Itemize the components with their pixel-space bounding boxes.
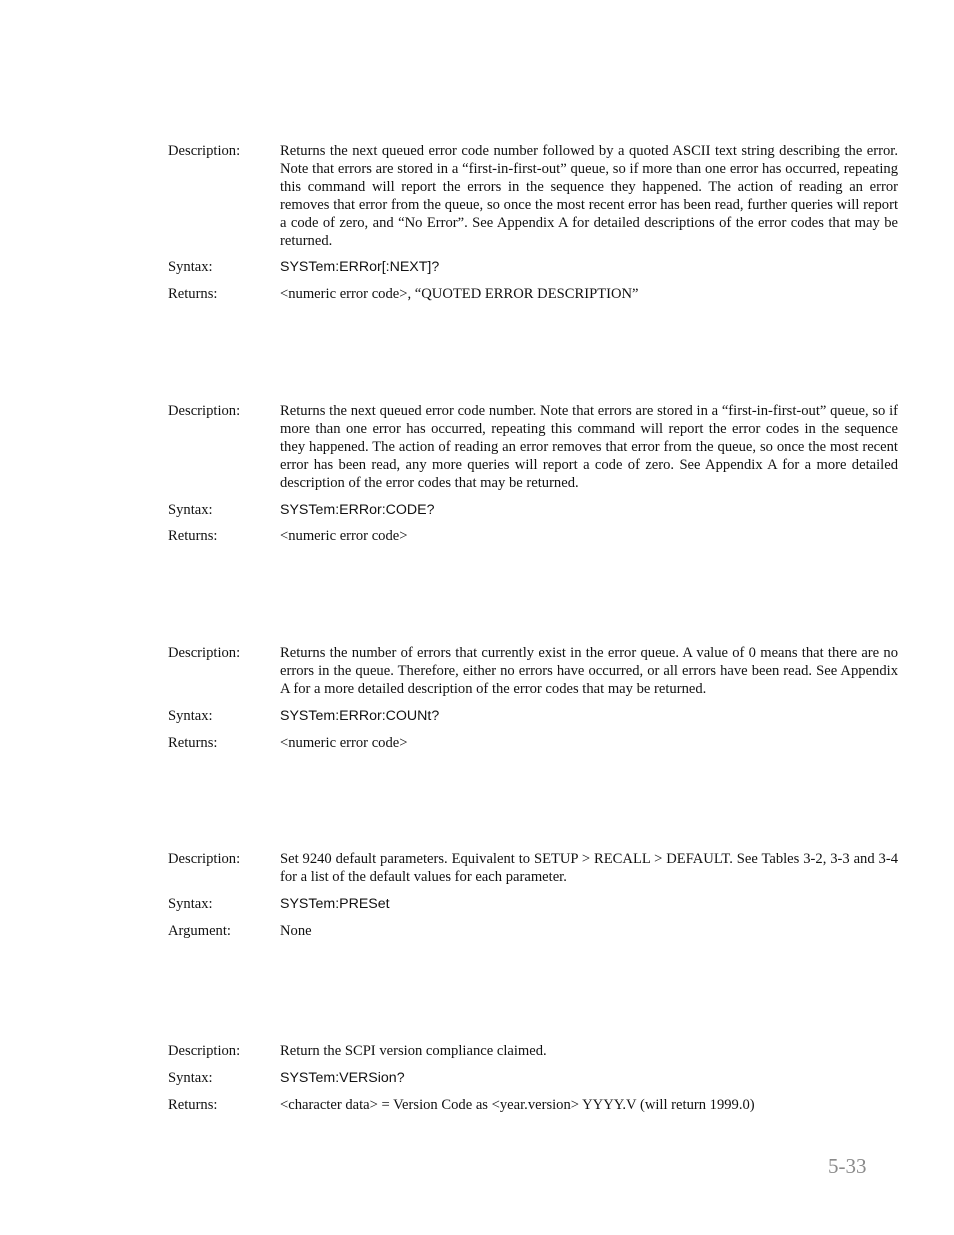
description-row [168,402,898,492]
returns-label: Returns: [168,286,218,302]
description-text: Set 9240 default parameters. Equivalent to SETUP > RECALL > DEFAULT. See Tables 3-2, 3-3 and 3-4 for a list of the default values for each parameter. [280,851,898,885]
syntax-row [168,895,898,913]
returns-row [168,734,898,752]
returns-label: Returns: [168,735,218,751]
syntax-row [168,258,898,276]
description-row [168,644,898,698]
syntax-row [168,1069,898,1087]
description-text: Return the SCPI version compliance claimed. [280,1043,547,1059]
description-label: Description: [168,143,241,159]
syntax-label: Syntax: [168,708,213,724]
syntax-row [168,501,898,519]
description-label: Description: [168,1043,241,1059]
syntax-command: SYSTem:ERRor:COUNt? [280,708,440,724]
returns-value: <character data> = Version Code as <year.version> YYYY.V (will return 1999.0) [280,1097,755,1113]
description-row [168,850,898,886]
syntax-label: Syntax: [168,502,213,518]
returns-row [168,1096,898,1114]
description-row [168,142,898,250]
syntax-command: SYSTem:VERSion? [280,1070,405,1086]
returns-label: Returns: [168,1097,218,1113]
syntax-label: Syntax: [168,896,213,912]
syntax-command: SYSTem:ERRor:CODE? [280,502,435,518]
argument-row [168,922,898,940]
description-label: Description: [168,645,241,661]
page-number: 5-33 [828,1154,867,1178]
returns-row [168,527,898,545]
description-row [168,1042,898,1060]
returns-value: <numeric error code> [280,528,408,544]
returns-row [168,285,898,303]
returns-value: <numeric error code> [280,735,408,751]
syntax-row [168,707,898,725]
syntax-label: Syntax: [168,1070,213,1086]
syntax-command: SYSTem:ERRor[:NEXT]? [280,259,440,275]
syntax-command: SYSTem:PRESet [280,896,390,912]
argument-label: Argument: [168,923,231,939]
description-text: Returns the next queued error code number followed by a quoted ASCII text string describing the error. Note that errors are stored in a “first-in-first-out” queue, so if more than one error has occurred, repeating this command will report the errors in the sequence they happened. The action of reading an error removes that error from the queue, so once the most recent error has been read, further queries will report a code of zero, and “No Error”. See Appendix A for detailed descriptions of the error codes that may be returned. [280,143,898,249]
description-text: Returns the number of errors that currently exist in the error queue. A value of 0 means that there are no errors in the queue. Therefore, either no errors have occurred, or all errors have been read. See Appendix A for a more detailed description of the error codes that may be returned. [280,645,898,697]
syntax-label: Syntax: [168,259,213,275]
returns-label: Returns: [168,528,218,544]
returns-value: <numeric error code>, “QUOTED ERROR DESCRIPTION” [280,286,639,302]
description-label: Description: [168,403,241,419]
description-label: Description: [168,851,241,867]
description-text: Returns the next queued error code number. Note that errors are stored in a “first-in-first-out” queue, so if more than one error has occurred, repeating this command will report the error codes in the sequence they happened. The action of reading an error removes that error from the queue, so once the most recent error has been read, any more queries will report a code of zero. See Appendix A for a more detailed description of the error codes that may be returned. [280,403,898,491]
argument-value: None [280,923,312,939]
